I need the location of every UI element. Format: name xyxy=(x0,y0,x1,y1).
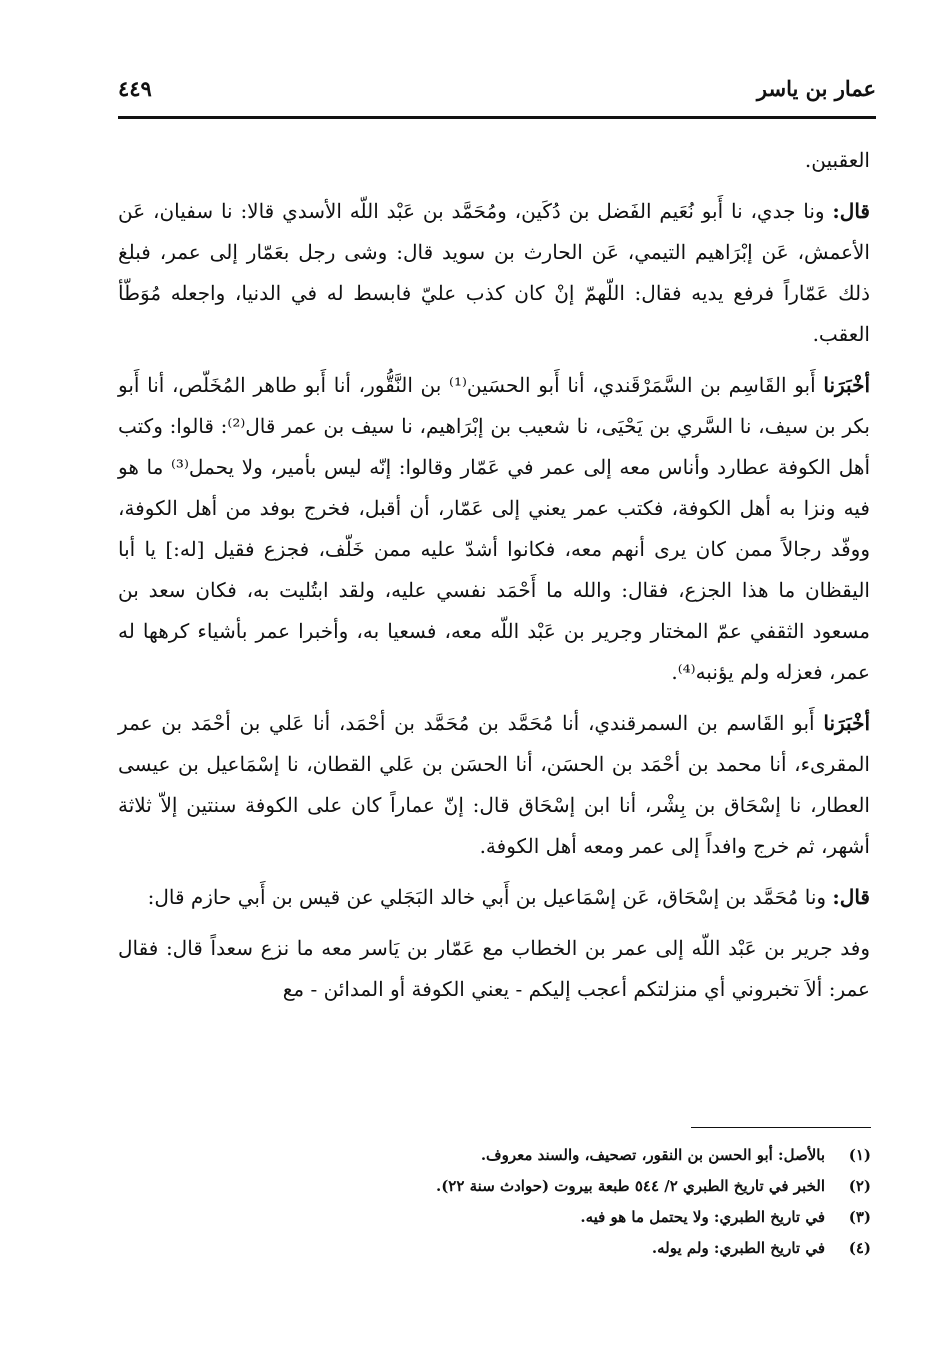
footnotes xyxy=(111,1140,871,1264)
footnote xyxy=(111,1171,871,1202)
paragraph-text: العقبين. xyxy=(804,148,870,172)
paragraph-lead: أخْبَرَنا xyxy=(823,373,871,397)
footnote-number: (٤) xyxy=(848,1239,871,1257)
paragraph-text: ونا مُحَمَّد بن إسْحَاق، عَن إسْمَاعيل بن أَبي خالد البَجَلي عن قيس بن أَبي حازم قال: xyxy=(147,885,833,909)
paragraph xyxy=(118,877,870,918)
footnote-number: (١) xyxy=(848,1146,871,1164)
footnote-text: بالأصل: أبو الحسن بن النقور، تصحيف، والسند معروف. xyxy=(480,1146,825,1164)
paragraph-text: وفد جرير بن عَبْد اللّه إلى عمر بن الخطاب مع عَمّار بن يَاسر معه ما نزع سعداً قال: فقال عمر: ألاَ تخبروني أي منزلتكم أعجب إليكم - يعني الكوفة أو المدائن - مع xyxy=(118,936,870,1001)
header-divider xyxy=(118,116,876,119)
paragraph xyxy=(118,140,870,181)
paragraph xyxy=(118,191,870,355)
paragraph-lead: أخْبَرَنا xyxy=(823,711,870,735)
paragraph xyxy=(118,703,870,867)
footnote xyxy=(111,1233,871,1264)
footnote-number: (٣) xyxy=(848,1208,871,1226)
page-header xyxy=(118,62,876,114)
footnote xyxy=(111,1202,871,1233)
paragraph-text: ونا جدي، نا أَبو نُعَيم الفَضل بن دُكَين، ومُحَمَّد بن عَبْد اللّه الأسدي قالا: نا سفيان، عَن الأعمش، عَن إبْرَاهيم التيمي، عَن الحارث بن سويد قال: وشى رجل بعَمّار إلى عمر، فبلغ ذلك عَمّاراً فرفع يديه فقال: اللّهمّ إنْ كان كذب عليّ فابسط له في الدنيا، واجعله مُوَطّأ العقب. xyxy=(118,199,870,346)
paragraph-lead: قال: xyxy=(832,199,870,223)
footnote xyxy=(111,1140,871,1171)
paragraph-lead: قال: xyxy=(832,885,870,909)
page-number: ٤٤٩ xyxy=(118,75,152,101)
footnote-text: في تاريخ الطبري: ولم يوله. xyxy=(651,1239,825,1257)
footnote-divider xyxy=(691,1127,871,1128)
paragraph-text: أَبو القَاسم بن السمرقندي، أنا مُحَمَّد بن مُحَمَّد بن أحْمَد، أنا عَلي بن أحْمَد بن عمر المقرىء، أنا محمد بن أحْمَد بن الحسَن، أنا الحسَن بن عَلي القطان، نا إسْمَاعيل بن عيسى العطار، نا إسْحَاق بن بِشْر، أنا ابن إسْحَاق قال: إنّ عماراً كان على الكوفة سنتين إلاّ ثلاثة أشهر، ثم خرج وافداً إلى عمر ومعه أهل الكوفة. xyxy=(118,711,870,858)
footnote-text: الخبر في تاريخ الطبري ٢/ ٥٤٤ طبعة بيروت (حوادث سنة ٢٢). xyxy=(435,1177,825,1195)
running-title: عمار بن ياسر xyxy=(756,75,876,101)
footnote-text: في تاريخ الطبري: ولا يحتمل ما هو فيه. xyxy=(580,1208,825,1226)
paragraph xyxy=(118,365,870,693)
paragraph xyxy=(118,928,870,1010)
main-text xyxy=(118,140,870,1020)
paragraph-text: أَبو القَاسِم بن السَّمَرْقَندي، أنا أَبو الحسَين⁽¹⁾ بن النَّقُّور، أنا أَبو طاهر المُخَلّص، أنا أَبو بكر بن سيف، نا السَّري بن يَحْيَى، نا شعيب بن إبْرَاهيم، نا سيف بن عمر قال⁽²⁾: قالوا: وكتب أهل الكوفة عطارد وأناس معه إلى عمر في عَمّار وقالوا: إنّه ليس بأمير، ولا يحمل⁽³⁾ ما هو فيه ونزا به أهل الكوفة، فكتب عمر يعني إلى عَمّار، أن أقبل، فخرج بوفد من أهل الكوفة، ووفّد رجالاً ممن كان يرى أنهم معه، فكانوا أشدّ عليه ممن خَلّف، فجزع فقيل [له:] يا أبا اليقظان ما هذا الجزع، فقال: والله ما أَحْمَد نفسي عليه، ولقد ابتُليت به، فكان سعد بن مسعود الثقفي عمّ المختار وجرير بن عَبْد اللّه معه، فسعيا به، وأخبرا عمر بأشياء كرهها له عمر، فعزله ولم يؤنبه⁽⁴⁾. xyxy=(118,373,870,684)
footnote-number: (٢) xyxy=(848,1177,871,1195)
